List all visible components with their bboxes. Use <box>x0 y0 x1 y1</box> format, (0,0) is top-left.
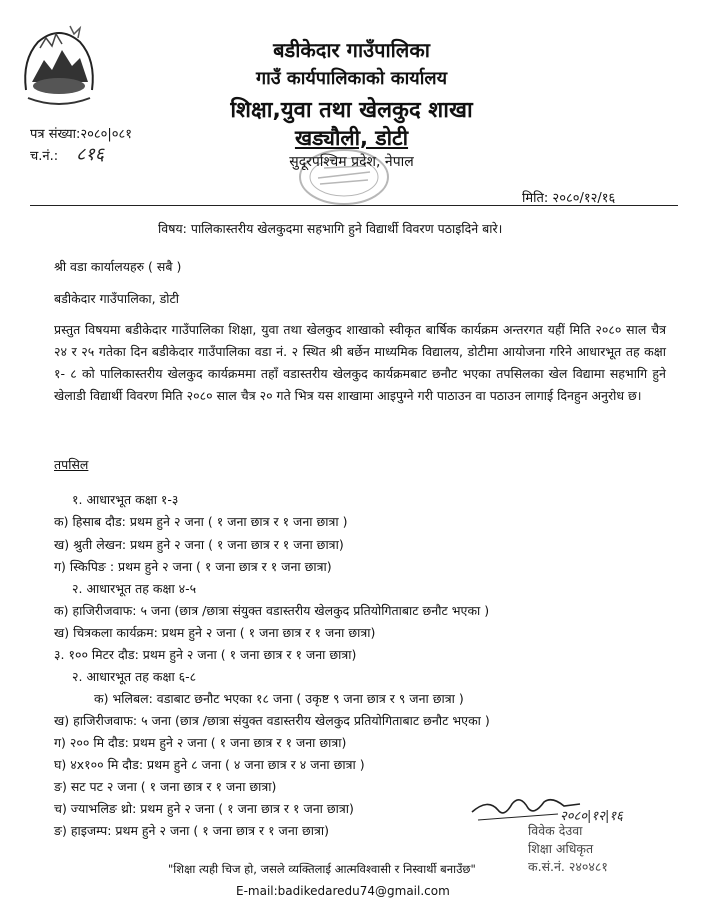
list-item: ख) चित्रकला कार्यक्रम: प्रथम हुने २ जना ( १ जना छात्र र १ जना छात्रा) <box>54 625 376 640</box>
office-stamp-icon <box>298 148 390 206</box>
header-line2: गाउँ कार्यपालिकाको कार्यालय <box>255 68 448 89</box>
chalani-label: च.नं.: <box>30 149 59 164</box>
header-line5: सुदूरपश्चिम प्रदेश, नेपाल <box>289 154 414 170</box>
date: मिति: २०८०/१२/१६ <box>522 191 616 206</box>
footer-email: E-mail:badikedaredu74@gmail.com <box>236 884 450 898</box>
list-item: ङ) सट पट २ जना ( १ जना छात्र र १ जना छात्रा) <box>54 779 277 794</box>
signature-date: २०८०|१२|१६ <box>560 809 623 824</box>
signatory-title: शिक्षा अधिकृत <box>528 841 594 856</box>
tapsil-heading: तपसिल <box>54 457 89 472</box>
recipient: श्री वडा कार्यालयहरु ( सबै ) <box>54 259 182 274</box>
signatory-name: विवेक देउवा <box>528 823 583 838</box>
list-item: क) हिसाब दौड: प्रथम हुने २ जना ( १ जना छात्र र १ जना छात्रा ) <box>54 514 348 529</box>
list-item: २. आधारभूत तह कक्षा ४-५ <box>72 581 197 596</box>
list-item: ग) स्किपिङ : प्रथम हुने २ जना ( १ जना छात्र र १ जना छात्रा) <box>54 559 332 574</box>
header-line4: खड्यौली, डोटी <box>294 126 409 150</box>
list-item: घ) ४x१०० मि दौड: प्रथम हुने ८ जना ( ४ जना छात्र र ४ जना छात्रा ) <box>54 757 365 772</box>
signatory-code: क.सं.नं. २४०४८१ <box>528 859 608 874</box>
list-item: ख) श्रुती लेखन: प्रथम हुने २ जना ( १ जना छात्र र १ जना छात्रा) <box>54 537 344 552</box>
body-paragraph: प्रस्तुत विषयमा बडीकेदार गाउँपालिका शिक्षा, युवा तथा खेलकुद शाखाको स्वीकृत बार्षिक कार्यक्रम अन्तरगत यहीं मिति २०८० साल चैत्र २४ र २५ गतेका दिन बडीकेदार गाउँपालिका वडा नं. २ स्थित श्री बर्छेन माध्यमिक विद्यालय, डोटीमा आयोजना गरिने आधारभूत तह कक्षा १- ८ को पालिकास्तरीय खेलकुद कार्यक्रममा तहाँ वडास्तरीय खेलकुद कार्यक्रमबाट छनौट भएका तपसिलका खेल विद्यामा सहभागि हुने खेलाडी विद्यार्थी विवरण मिति २०८० साल चैत्र २० गते भित्र यस शाखामा आइपुग्ने गरी पाठाउन वा पठाउन लागाई दिनहुन अनुरोध छ। <box>54 322 666 403</box>
header-line1: बडीकेदार गाउँपालिका <box>273 38 430 62</box>
patra-sankhya: पत्र संख्या:२०८०|०८१ <box>30 127 133 142</box>
header-line3: शिक्षा,युवा तथा खेलकुद शाखा <box>230 98 473 123</box>
list-item: ३. १०० मिटर दौड: प्रथम हुने २ जना ( १ जना छात्र र १ जना छात्रा) <box>54 647 357 662</box>
subject: विषय: पालिकास्तरीय खेलकुदमा सहभागि हुने विद्यार्थी विवरण पठाइदिने बारे। <box>158 221 503 236</box>
list-item: ग) २०० मि दौड: प्रथम हुने २ जना ( १ जना छात्र र १ जना छात्रा) <box>54 735 347 750</box>
header-divider <box>30 205 678 206</box>
chalani-number: ८१६ <box>76 144 105 165</box>
list-item: क) भलिबल: वडाबाट छनौट भएका १८ जना ( उकृष्ट ९ जना छात्र र ९ जना छात्रा ) <box>94 691 464 706</box>
footer-quote: "शिक्षा त्यही चिज हो, जसले व्यक्तिलाई आत्मविश्वासी र निस्वार्थी बनाउँछ" <box>168 862 476 876</box>
list-item: १. आधारभूत कक्षा १-३ <box>72 492 179 507</box>
list-item: ङ) हाइजम्प: प्रथम हुने २ जना ( १ जना छात्र र १ जना छात्रा) <box>54 823 329 838</box>
recipient-place: बडीकेदार गाउँपालिका, डोटी <box>54 291 180 306</box>
list-item: क) हाजिरीजवाफ: ५ जना (छात्र /छात्रा संयुक्त वडास्तरीय खेलकुद प्रतियोगिताबाट छनौट भएका ) <box>54 603 490 618</box>
list-item: च) ज्याभलिङ थ्रो: प्रथम हुने २ जना ( १ जना छात्र र १ जना छात्रा) <box>54 801 354 816</box>
list-item: ख) हाजिरीजवाफ: ५ जना (छात्र /छात्रा संयुक्त वडास्तरीय खेलकुद प्रतियोगिताबाट छनौट भएका ) <box>54 713 490 728</box>
list-item: २. आधारभूत तह कक्षा ६-८ <box>72 669 197 684</box>
